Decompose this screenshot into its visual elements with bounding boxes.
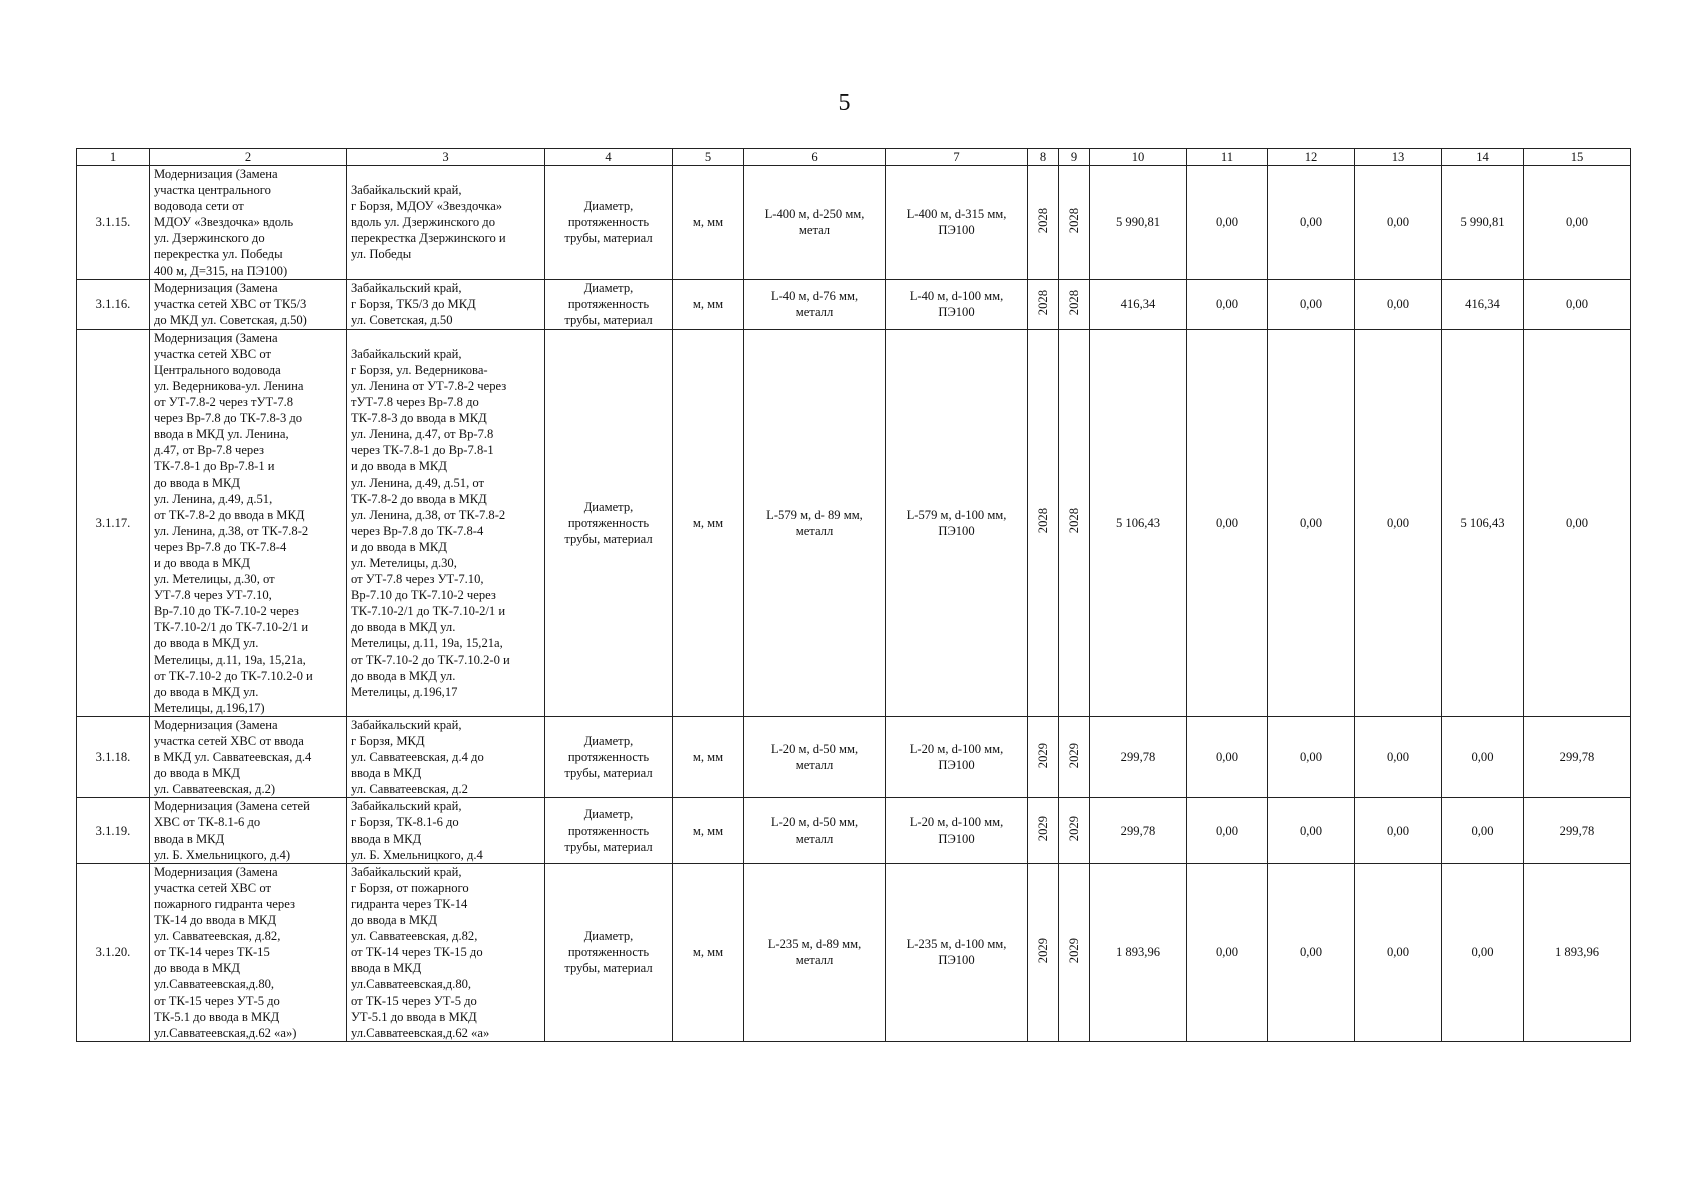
year-start — [1028, 166, 1059, 280]
measure-description — [150, 279, 347, 329]
amount-col-10: 1 893,96 — [1090, 863, 1187, 1041]
value-after-line: ПЭ100 — [938, 523, 975, 538]
value-after-line: ПЭ100 — [938, 223, 975, 238]
amount-col-10: 5 990,81 — [1090, 166, 1187, 280]
value-after-line: L-579 м, d-100 мм, — [906, 507, 1007, 522]
measure-description-line: от ТК-7.8-2 до ввода в МКД — [154, 507, 305, 522]
amount-col-10: 299,78 — [1090, 716, 1187, 797]
measure-description-line: ул.Савватеевская,д.62 «а») — [154, 1025, 297, 1040]
measure-description-line: ул. Ведерникова-ул. Ленина — [154, 378, 304, 393]
amount-col-13: 0,00 — [1355, 798, 1442, 863]
amount-col-13: 0,00 — [1355, 329, 1442, 716]
value-after — [886, 166, 1028, 280]
measure-description-line: Модернизация (Замена — [154, 167, 278, 181]
measure-description-line: от ТК-15 через УТ-5 до — [154, 993, 280, 1008]
object-location — [347, 279, 545, 329]
amount-col-11: 0,00 — [1187, 716, 1268, 797]
value-before-line: метал — [798, 223, 831, 238]
measure-description-line: пожарного гидранта через — [154, 896, 295, 911]
measure-description-line: ввода в МКД ул. Ленина, — [154, 427, 289, 442]
measure-description-line: ТК-5.1 до ввода в МКД — [154, 1009, 280, 1024]
object-location-line: ул. Савватеевская, д.4 до — [351, 750, 484, 765]
object-location-line: г Борзя, ТК-8.1-6 до — [351, 815, 459, 830]
parameter-name-line: трубы, материал — [564, 231, 653, 246]
object-location-line: ул. Ленина, д.47, от Вр-7.8 — [351, 427, 494, 442]
year-end — [1059, 798, 1090, 863]
object-location-line: г Борзя, ул. Ведерникова- — [351, 362, 488, 377]
value-after — [886, 329, 1028, 716]
year-end — [1059, 166, 1090, 280]
column-header-7: 7 — [886, 149, 1028, 166]
year-start-text: 2028 — [1035, 508, 1050, 534]
amount-col-14: 0,00 — [1442, 716, 1524, 797]
measure-description-line: МДОУ «Звездочка» вдоль — [154, 215, 294, 230]
measure-description-line: Вр-7.10 до ТК-7.10-2 через — [154, 604, 299, 619]
value-before — [744, 863, 886, 1041]
column-header-14: 14 — [1442, 149, 1524, 166]
object-location — [347, 166, 545, 280]
amount-col-11: 0,00 — [1187, 798, 1268, 863]
amount-col-15: 0,00 — [1524, 329, 1631, 716]
measure-description-line: участка сетей ХВС от ТК5/3 — [154, 297, 307, 312]
object-location-line: от УТ-7.8 через УТ-7.10, — [351, 572, 484, 587]
object-location-line: Забайкальский край, — [351, 281, 462, 296]
measure-description-line: д.47, от Вр-7.8 через — [154, 443, 264, 458]
table-row — [77, 279, 1631, 329]
parameter-name-line: протяженность — [567, 823, 650, 838]
column-header-10: 10 — [1090, 149, 1187, 166]
parameter-name-line: протяженность — [567, 297, 650, 312]
column-header-2: 2 — [150, 149, 347, 166]
object-location-line: ул.Савватеевская,д.80, — [351, 977, 472, 992]
object-location-line: ТК-7.10-2/1 до ТК-7.10-2/1 и — [351, 604, 506, 619]
year-end — [1059, 329, 1090, 716]
amount-col-10: 5 106,43 — [1090, 329, 1187, 716]
measure-description-line: до ввода в МКД — [154, 961, 241, 976]
measure-description-line: через Вр-7.8 до ТК-7.8-3 до — [154, 411, 303, 426]
amount-col-14: 416,34 — [1442, 279, 1524, 329]
object-location-line: до ввода в МКД ул. — [351, 620, 456, 635]
amount-col-11: 0,00 — [1187, 863, 1268, 1041]
year-start — [1028, 863, 1059, 1041]
parameter-name-line: трубы, материал — [564, 839, 653, 854]
object-location-line: перекрестка Дзержинского и — [351, 231, 506, 246]
object-location-line: от ТК-7.10-2 до ТК-7.10.2-0 и — [351, 652, 510, 667]
value-before-line: L-235 м, d-89 мм, — [767, 937, 862, 952]
measure-description-line: ул. Дзержинского до — [154, 231, 265, 246]
parameter-name — [545, 716, 673, 797]
year-end — [1059, 863, 1090, 1041]
value-after-line: L-20 м, d-100 мм, — [909, 815, 1004, 830]
column-header-15: 15 — [1524, 149, 1631, 166]
table-row — [77, 798, 1631, 863]
amount-col-12: 0,00 — [1268, 166, 1355, 280]
column-header-6: 6 — [744, 149, 886, 166]
object-location — [347, 798, 545, 863]
amount-col-13: 0,00 — [1355, 279, 1442, 329]
object-location-line: от ТК-15 через УТ-5 до — [351, 993, 477, 1008]
measure-description-line: ул. Ленина, д.49, д.51, — [154, 491, 273, 506]
value-before — [744, 716, 886, 797]
measure-description-line: ТК-7.10-2/1 до ТК-7.10-2/1 и — [154, 620, 309, 635]
table-row — [77, 329, 1631, 716]
parameter-name-line: трубы, материал — [564, 961, 653, 976]
amount-col-15: 1 893,96 — [1524, 863, 1631, 1041]
year-end-text: 2029 — [1066, 815, 1081, 842]
amount-col-11: 0,00 — [1187, 166, 1268, 280]
row-number: 3.1.16. — [77, 279, 150, 329]
amount-col-12: 0,00 — [1268, 716, 1355, 797]
amount-col-15: 0,00 — [1524, 166, 1631, 280]
object-location-line: г Борзя, от пожарного — [351, 880, 469, 895]
value-before — [744, 166, 886, 280]
object-location-line: ул. Савватеевская, д.82, — [351, 929, 478, 944]
value-before-line: металл — [795, 758, 834, 773]
object-location-line: Забайкальский край, — [351, 183, 462, 198]
amount-col-15: 299,78 — [1524, 716, 1631, 797]
row-number: 3.1.19. — [77, 798, 150, 863]
column-header-1: 1 — [77, 149, 150, 166]
object-location-line: Забайкальский край, — [351, 864, 462, 879]
object-location-line: Метелицы, д.11, 19а, 15,21а, — [351, 636, 503, 651]
unit: м, мм — [673, 166, 744, 280]
object-location-line: УТ-5.1 до ввода в МКД — [351, 1009, 477, 1024]
parameter-name-line: Диаметр, — [583, 734, 634, 748]
object-location-line: через Вр-7.8 до ТК-7.8-4 — [351, 523, 484, 538]
object-location-line: ввода в МКД — [351, 766, 422, 781]
column-header-4: 4 — [545, 149, 673, 166]
column-header-13: 13 — [1355, 149, 1442, 166]
table-row — [77, 863, 1631, 1041]
measure-description-line: ввода в МКД — [154, 831, 225, 846]
measure-description-line: от УТ-7.8-2 через тУТ-7.8 — [154, 395, 294, 410]
measure-description-line: УТ-7.8 через УТ-7.10, — [154, 588, 272, 603]
object-location-line: ул. Метелицы, д.30, — [351, 555, 457, 570]
column-header-3: 3 — [347, 149, 545, 166]
value-before-line: L-400 м, d-250 мм, — [764, 207, 865, 222]
measure-description-line: через Вр-7.8 до ТК-7.8-4 — [154, 539, 287, 554]
value-before-line: L-20 м, d-50 мм, — [770, 742, 859, 757]
column-header-5: 5 — [673, 149, 744, 166]
parameter-name — [545, 279, 673, 329]
unit: м, мм — [673, 279, 744, 329]
measure-description-line: до МКД ул. Советская, д.50) — [154, 313, 307, 328]
object-location-line: ул. Ленина от УТ-7.8-2 через — [351, 378, 507, 393]
row-number: 3.1.20. — [77, 863, 150, 1041]
measure-description-line: Модернизация (Замена — [154, 864, 278, 879]
object-location-line: ул. Победы — [351, 247, 412, 262]
amount-col-15: 299,78 — [1524, 798, 1631, 863]
year-end-text: 2028 — [1066, 508, 1081, 534]
amount-col-10: 299,78 — [1090, 798, 1187, 863]
object-location — [347, 716, 545, 797]
row-number: 3.1.15. — [77, 166, 150, 280]
year-end-text: 2029 — [1066, 742, 1081, 768]
object-location-line: Забайкальский край, — [351, 717, 462, 732]
amount-col-11: 0,00 — [1187, 329, 1268, 716]
object-location-line: тУТ-7.8 через Вр-7.8 до — [351, 395, 479, 410]
object-location-line: ул. Ленина, д.49, д.51, от — [351, 475, 485, 490]
unit: м, мм — [673, 329, 744, 716]
object-location-line: Забайкальский край, — [351, 346, 462, 361]
value-before-line: L-579 м, d- 89 мм, — [766, 507, 863, 522]
measure-description-line: участка центрального — [154, 183, 271, 198]
measure-description-line: 400 м, Д=315, на ПЭ100) — [154, 263, 288, 278]
table-row — [77, 166, 1631, 280]
measure-description-line: от ТК-7.10-2 до ТК-7.10.2-0 и — [154, 668, 313, 683]
parameter-name-line: протяженность — [567, 515, 650, 530]
object-location — [347, 329, 545, 716]
object-location-line: от ТК-14 через ТК-15 до — [351, 945, 483, 960]
measure-description-line: до ввода в МКД — [154, 766, 241, 781]
value-before — [744, 798, 886, 863]
amount-col-12: 0,00 — [1268, 863, 1355, 1041]
parameter-name-line: трубы, материал — [564, 766, 653, 781]
column-header-8: 8 — [1028, 149, 1059, 166]
measure-description-line: в МКД ул. Савватеевская, д.4 — [154, 750, 312, 765]
measure-description-line: ТК-14 до ввода в МКД — [154, 913, 277, 928]
measure-description-line: от ТК-14 через ТК-15 — [154, 945, 270, 960]
column-header-11: 11 — [1187, 149, 1268, 166]
value-after-line: ПЭ100 — [938, 953, 975, 968]
measure-description-line: ул. Метелицы, д.30, от — [154, 572, 275, 587]
parameter-name-line: протяженность — [567, 750, 650, 765]
year-end — [1059, 279, 1090, 329]
object-location-line: ул. Савватеевская, д.2 — [351, 782, 468, 797]
object-location-line: через ТК-7.8-1 до Вр-7.8-1 — [351, 443, 494, 458]
parameter-name — [545, 863, 673, 1041]
object-location — [347, 863, 545, 1041]
parameter-name-line: Диаметр, — [583, 499, 634, 514]
value-after-line: L-400 м, d-315 мм, — [906, 207, 1007, 222]
object-location-line: вдоль ул. Дзержинского до — [351, 215, 495, 230]
parameter-name-line: трубы, материал — [564, 313, 653, 328]
amount-col-14: 5 106,43 — [1442, 329, 1524, 716]
parameter-name-line: трубы, материал — [564, 531, 653, 546]
object-location-line: ТК-7.8-2 до ввода в МКД — [351, 491, 487, 506]
measure-description-line: ул. Савватеевская, д.82, — [154, 929, 281, 944]
object-location-line: до ввода в МКД — [351, 913, 438, 928]
amount-col-15: 0,00 — [1524, 279, 1631, 329]
measure-description-line: ул. Б. Хмельницкого, д.4) — [154, 847, 291, 862]
value-before-line: металл — [795, 523, 834, 538]
parameter-name-line: Диаметр, — [583, 929, 634, 944]
object-location-line: и до ввода в МКД — [351, 459, 447, 474]
measure-description — [150, 716, 347, 797]
measure-description-line: ТК-7.8-1 до Вр-7.8-1 и — [154, 459, 275, 474]
parameter-name — [545, 329, 673, 716]
year-end — [1059, 716, 1090, 797]
year-end-text: 2028 — [1066, 289, 1081, 315]
amount-col-14: 5 990,81 — [1442, 166, 1524, 280]
amount-col-14: 0,00 — [1442, 863, 1524, 1041]
parameter-name — [545, 166, 673, 280]
measure-description-line: Модернизация (Замена сетей — [154, 799, 310, 814]
value-before-line: L-20 м, d-50 мм, — [770, 815, 859, 830]
unit: м, мм — [673, 798, 744, 863]
measure-description-line: ул.Савватеевская,д.80, — [154, 977, 275, 992]
parameter-name-line: протяженность — [567, 215, 650, 230]
measure-description-line: до ввода в МКД ул. — [154, 636, 259, 651]
value-after-line: ПЭ100 — [938, 831, 975, 846]
amount-col-10: 416,34 — [1090, 279, 1187, 329]
value-after — [886, 798, 1028, 863]
year-start-text: 2028 — [1035, 289, 1050, 315]
value-after — [886, 863, 1028, 1041]
column-header-9: 9 — [1059, 149, 1090, 166]
amount-col-11: 0,00 — [1187, 279, 1268, 329]
object-location-line: Забайкальский край, — [351, 799, 462, 814]
measures-table — [76, 148, 1631, 1042]
object-location-line: ввода в МКД — [351, 961, 422, 976]
year-start-text: 2029 — [1035, 815, 1050, 842]
object-location-line: г Борзя, МДОУ «Звездочка» — [351, 199, 503, 214]
measure-description-line: Модернизация (Замена — [154, 717, 278, 732]
measure-description-line: участка сетей ХВС от — [154, 880, 271, 895]
object-location-line: ТК-7.8-3 до ввода в МКД — [351, 411, 487, 426]
value-before-line: металл — [795, 953, 834, 968]
unit: м, мм — [673, 716, 744, 797]
value-after-line: ПЭ100 — [938, 305, 975, 320]
column-header-12: 12 — [1268, 149, 1355, 166]
measure-description-line: и до ввода в МКД — [154, 555, 250, 570]
measure-description-line: ул. Ленина, д.38, от ТК-7.8-2 — [154, 523, 309, 538]
object-location-line: до ввода в МКД ул. — [351, 668, 456, 683]
parameter-name-line: Диаметр, — [583, 199, 634, 214]
value-after — [886, 716, 1028, 797]
amount-col-13: 0,00 — [1355, 166, 1442, 280]
parameter-name-line: Диаметр, — [583, 807, 634, 822]
measure-description-line: до ввода в МКД — [154, 475, 241, 490]
value-before — [744, 279, 886, 329]
measure-description-line: перекрестка ул. Победы — [154, 247, 283, 262]
object-location-line: ул.Савватеевская,д.62 «а» — [351, 1025, 490, 1040]
object-location-line: Метелицы, д.196,17 — [351, 684, 458, 699]
measure-description-line: Центрального водовода — [154, 362, 281, 377]
year-end-text: 2028 — [1066, 207, 1081, 233]
unit: м, мм — [673, 863, 744, 1041]
measure-description-line: Модернизация (Замена — [154, 281, 278, 296]
year-start-text: 2029 — [1035, 937, 1050, 963]
row-number: 3.1.17. — [77, 329, 150, 716]
value-before-line: L-40 м, d-76 мм, — [770, 289, 859, 304]
object-location-line: г Борзя, МКД — [351, 734, 425, 748]
measure-description-line: Модернизация (Замена — [154, 330, 278, 345]
measure-description-line: участка сетей ХВС от ввода — [154, 734, 304, 748]
measure-description — [150, 798, 347, 863]
object-location-line: ввода в МКД — [351, 831, 422, 846]
object-location-line: ул. Б. Хмельницкого, д.4 — [351, 847, 483, 862]
value-before-line: металл — [795, 831, 834, 846]
object-location-line: и до ввода в МКД — [351, 539, 447, 554]
measure-description-line: ул. Савватеевская, д.2) — [154, 782, 276, 797]
object-location-line: гидранта через ТК-14 — [351, 896, 468, 911]
amount-col-12: 0,00 — [1268, 329, 1355, 716]
value-before-line: металл — [795, 305, 834, 320]
value-after-line: ПЭ100 — [938, 758, 975, 773]
year-start-text: 2029 — [1035, 742, 1050, 768]
measure-description — [150, 166, 347, 280]
measure-description — [150, 329, 347, 716]
object-location-line: ул. Советская, д.50 — [351, 313, 453, 328]
object-location-line: Вр-7.10 до ТК-7.10-2 через — [351, 588, 496, 603]
parameter-name-line: протяженность — [567, 945, 650, 960]
amount-col-12: 0,00 — [1268, 798, 1355, 863]
year-start — [1028, 716, 1059, 797]
page-number: 5 — [838, 90, 851, 116]
table-row — [77, 716, 1631, 797]
object-location-line: ул. Ленина, д.38, от ТК-7.8-2 — [351, 507, 506, 522]
amount-col-12: 0,00 — [1268, 279, 1355, 329]
year-start — [1028, 798, 1059, 863]
year-start-text: 2028 — [1035, 207, 1050, 233]
value-after-line: L-20 м, d-100 мм, — [909, 742, 1004, 757]
value-after — [886, 279, 1028, 329]
parameter-name-line: Диаметр, — [583, 281, 634, 296]
year-start — [1028, 329, 1059, 716]
measure-description-line: ХВС от ТК-8.1-6 до — [154, 815, 261, 830]
amount-col-13: 0,00 — [1355, 716, 1442, 797]
object-location-line: г Борзя, ТК5/3 до МКД — [351, 297, 476, 312]
row-number: 3.1.18. — [77, 716, 150, 797]
value-after-line: L-235 м, d-100 мм, — [906, 937, 1007, 952]
header-row — [77, 149, 1631, 166]
measure-description — [150, 863, 347, 1041]
measure-description-line: водовода сети от — [154, 199, 244, 214]
year-start — [1028, 279, 1059, 329]
amount-col-14: 0,00 — [1442, 798, 1524, 863]
year-end-text: 2029 — [1066, 937, 1081, 963]
amount-col-13: 0,00 — [1355, 863, 1442, 1041]
measure-description-line: Метелицы, д.11, 19а, 15,21а, — [154, 652, 306, 667]
measure-description-line: участка сетей ХВС от — [154, 346, 271, 361]
measure-description-line: Метелицы, д.196,17) — [154, 700, 265, 715]
measure-description-line: до ввода в МКД ул. — [154, 684, 259, 699]
parameter-name — [545, 798, 673, 863]
value-after-line: L-40 м, d-100 мм, — [909, 289, 1004, 304]
value-before — [744, 329, 886, 716]
